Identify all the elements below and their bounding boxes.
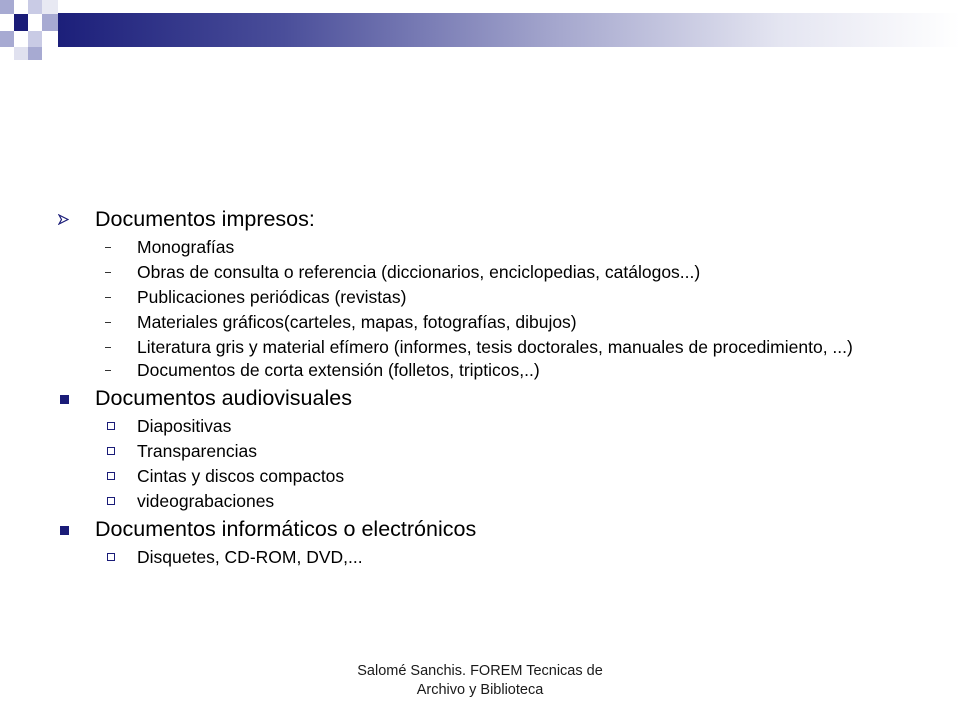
item-text: Diapositivas bbox=[137, 416, 232, 436]
decor-square bbox=[28, 14, 42, 31]
item-text: Materiales gráficos(carteles, mapas, fotografías, dibujos) bbox=[137, 312, 577, 332]
dash-bullet-icon bbox=[105, 370, 111, 371]
slide-content bbox=[58, 207, 858, 573]
decor-square bbox=[28, 0, 42, 14]
decor-square bbox=[28, 31, 42, 47]
item-text: Literatura gris y material efímero (informes, tesis doctorales, manuales de procedimiento, ...) bbox=[137, 337, 853, 357]
item-text: Transparencias bbox=[137, 441, 257, 461]
list-item-level2 bbox=[58, 417, 858, 435]
list-item-level2 bbox=[58, 492, 858, 510]
item-text: Documentos de corta extensión (folletos, tripticos,..) bbox=[137, 360, 540, 380]
decor-square bbox=[28, 47, 42, 60]
list-item-level1 bbox=[58, 386, 858, 411]
decor-square bbox=[42, 0, 58, 14]
dash-bullet-icon bbox=[105, 297, 111, 298]
hollow-square-bullet-icon bbox=[107, 472, 115, 480]
footer-line: Salomé Sanchis. FOREM Tecnicas de bbox=[357, 663, 603, 679]
list-item-level1 bbox=[58, 517, 858, 542]
slide-footer bbox=[280, 662, 680, 700]
list-item-level2 bbox=[58, 548, 858, 566]
item-text: Disquetes, CD-ROM, DVD,... bbox=[137, 547, 363, 567]
decor-square bbox=[14, 0, 28, 14]
list-item-level2 bbox=[58, 288, 858, 306]
item-text: videograbaciones bbox=[137, 491, 275, 511]
item-text: Documentos audiovisuales bbox=[95, 386, 352, 410]
dash-bullet-icon bbox=[105, 272, 111, 273]
header-gradient-bar bbox=[58, 13, 960, 47]
dash-bullet-icon bbox=[105, 247, 111, 248]
decor-square bbox=[42, 14, 58, 31]
hollow-square-bullet-icon bbox=[107, 422, 115, 430]
list-item-level2 bbox=[58, 361, 858, 379]
list-item-level1 bbox=[58, 207, 858, 232]
square-bullet-icon bbox=[60, 526, 69, 535]
list-item-level2 bbox=[58, 238, 858, 256]
list-item-level2 bbox=[58, 467, 858, 485]
footer-line: Archivo y Biblioteca bbox=[416, 682, 544, 698]
decor-square bbox=[0, 31, 14, 47]
hollow-square-bullet-icon bbox=[107, 497, 115, 505]
list-item-level2 bbox=[58, 442, 858, 460]
dash-bullet-icon bbox=[105, 347, 111, 348]
decor-square bbox=[14, 14, 28, 31]
dash-bullet-icon bbox=[105, 322, 111, 323]
item-text: Documentos impresos: bbox=[95, 207, 315, 231]
item-text: Publicaciones periódicas (revistas) bbox=[137, 287, 407, 307]
list-item-level2 bbox=[58, 338, 858, 356]
list-item-level2 bbox=[58, 313, 858, 331]
arrow-bullet-icon bbox=[58, 214, 69, 225]
decor-square bbox=[0, 0, 14, 14]
item-text: Documentos informáticos o electrónicos bbox=[95, 517, 477, 541]
item-text: Cintas y discos compactos bbox=[137, 466, 345, 486]
item-text: Monografías bbox=[137, 237, 235, 257]
list-item-level2 bbox=[58, 263, 858, 281]
item-text: Obras de consulta o referencia (diccionarios, enciclopedias, catálogos...) bbox=[137, 262, 701, 282]
hollow-square-bullet-icon bbox=[107, 553, 115, 561]
hollow-square-bullet-icon bbox=[107, 447, 115, 455]
decor-square bbox=[14, 47, 28, 60]
square-bullet-icon bbox=[60, 395, 69, 404]
